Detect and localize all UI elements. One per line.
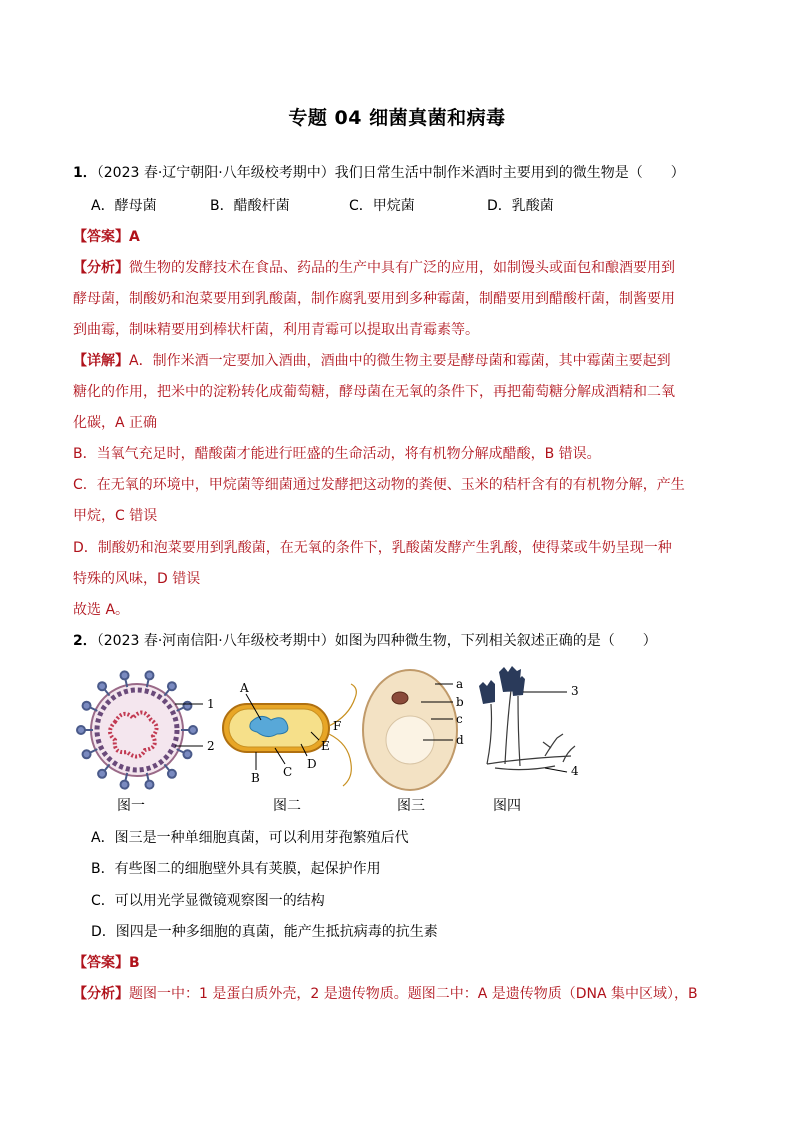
- q1-analysis-tag: 【分析】: [73, 260, 129, 276]
- fig2-label-E: E: [321, 739, 330, 753]
- q1-answer-tag: 【答案】: [73, 229, 129, 245]
- page-title: 专题 04 细菌真菌和病毒: [288, 107, 506, 129]
- fig4-caption: 图四: [493, 798, 521, 814]
- q1-detail-line-3: 化碳，A 正确: [73, 415, 158, 431]
- q2-answer-value: B: [129, 955, 140, 971]
- microorganism-figure: [75, 664, 595, 814]
- figure-drawings: [75, 664, 595, 814]
- q2-option-a: A．图三是一种单细胞真菌，可以利用芽孢繁殖后代: [91, 830, 409, 846]
- q2-option-c: C．可以用光学显微镜观察图一的结构: [91, 893, 325, 909]
- question-1-number: 1．: [73, 165, 97, 181]
- virus-spike-head: [168, 682, 176, 690]
- fig1-label-1: 1: [207, 697, 215, 711]
- q2-answer: [73, 952, 723, 974]
- question-2-source: （2023 春·河南信阳·八年级校考期中）: [96, 633, 335, 649]
- q1-analysis-line-3: 到曲霉，制味精要用到棒状杆菌，利用青霉可以提取出青霉素等。: [73, 322, 479, 338]
- virus-spike-head: [98, 770, 106, 778]
- virus-spike-head: [98, 682, 106, 690]
- fig3-label-b: b: [456, 695, 464, 709]
- question-2-number: 2．: [73, 633, 97, 649]
- fig3-label-d: d: [456, 733, 464, 747]
- virus-spike-head: [145, 781, 153, 789]
- virus-spike-head: [77, 726, 85, 734]
- virus-spike-head: [168, 770, 176, 778]
- q1-analysis-line-2: 酵母菌，制酸奶和泡菜要用到乳酸菌，制作腐乳要用到多种霉菌，制醋要用到醋酸杆菌，制酱要用: [73, 291, 675, 307]
- fig1-caption: 图一: [117, 798, 145, 814]
- virus-illustration: [77, 671, 197, 788]
- question-1-source: （2023 春·辽宁朝阳·八年级校考期中）: [96, 165, 335, 181]
- fig2-label-A: A: [240, 681, 249, 695]
- q1-detail-line-4: B．当氧气充足时，醋酸菌才能进行旺盛的生命活动，将有机物分解成醋酸，B 错误。: [73, 446, 601, 462]
- fig2-label-D: D: [307, 757, 317, 771]
- q2-answer-tag: 【答案】: [73, 955, 129, 971]
- fig4-label-4: 4: [571, 764, 579, 778]
- fig2-label-F: F: [333, 719, 342, 733]
- q1-option-a: A．酵母菌: [91, 198, 157, 214]
- fig3-label-a: a: [456, 677, 464, 691]
- virus-spike-head: [121, 781, 129, 789]
- q1-option-d: D．乳酸菌: [487, 198, 554, 214]
- q1-detail-line-2: 糖化的作用，把米中的淀粉转化成葡萄糖，酵母菌在无氧的条件下，再把葡萄糖分解成酒精和二氧: [73, 384, 675, 400]
- q1-option-b: B．醋酸杆菌: [210, 198, 290, 214]
- fig4-label-3: 3: [571, 684, 579, 698]
- fig3-caption: 图三: [397, 798, 425, 814]
- q1-detail-tag: 【详解】: [73, 353, 129, 369]
- mold-illustration: [487, 690, 575, 770]
- question-1-text: 我们日常生活中制作米酒时主要用到的微生物是（ ）: [334, 165, 685, 181]
- fig1-label-2: 2: [207, 739, 215, 753]
- virus-spike-head: [183, 702, 191, 710]
- q1-detail-line-5: C．在无氧的环境中，甲烷菌等细菌通过发酵把这动物的粪便、玉米的秸杆含有的有机物分解，产生: [73, 477, 685, 493]
- question-2-stem: [73, 630, 723, 652]
- q1-analysis-line-1: 【分析】微生物的发酵技术在食品、药品的生产中具有广泛的应用，如制馒头或面包和酿酒要用到: [73, 260, 675, 276]
- virus-spike-head: [145, 671, 153, 679]
- q1-detail-line-1: 【详解】A．制作米酒一定要加入酒曲，酒曲中的微生物主要是酵母菌和霉菌，其中霉菌主要起到: [73, 353, 671, 369]
- q1-answer-value: A: [129, 229, 140, 245]
- fig2-label-B: B: [251, 771, 260, 785]
- q1-detail-line-7: D．制酸奶和泡菜要用到乳酸菌，在无氧的条件下，乳酸菌发酵产生乳酸，使得菜或牛奶呈现一种: [73, 540, 672, 556]
- q2-analysis-tag: 【分析】: [73, 986, 129, 1002]
- fig3-label-c: c: [456, 712, 463, 726]
- q1-detail-line-8: 特殊的风味，D 错误: [73, 571, 201, 587]
- question-2-text: 如图为四种微生物，下列相关叙述正确的是（ ）: [334, 633, 657, 649]
- virus-spike-head: [83, 702, 91, 710]
- fig2-label-C: C: [283, 765, 293, 779]
- question-1-stem: [73, 162, 723, 184]
- fig2-caption: 图二: [273, 798, 301, 814]
- virus-spike-head: [83, 750, 91, 758]
- virus-spike-head: [183, 750, 191, 758]
- q1-answer: [73, 226, 723, 248]
- virus-spike-head: [189, 726, 197, 734]
- q1-option-c: C．甲烷菌: [349, 198, 415, 214]
- q2-option-d: D．图四是一种多细胞的真菌，能产生抵抗病毒的抗生素: [91, 924, 438, 940]
- virus-spike-head: [121, 671, 129, 679]
- q1-detail-line-6: 甲烷，C 错误: [73, 508, 158, 524]
- yeast-illustration: [363, 670, 457, 790]
- q2-analysis-line-1: 【分析】题图一中：1 是蛋白质外壳，2 是遗传物质。题图二中：A 是遗传物质（DNA 集中区域），B: [73, 986, 698, 1002]
- q2-option-b: B．有些图二的细胞壁外具有荚膜，起保护作用: [91, 861, 381, 877]
- q1-detail-line-9: 故选 A。: [73, 602, 130, 618]
